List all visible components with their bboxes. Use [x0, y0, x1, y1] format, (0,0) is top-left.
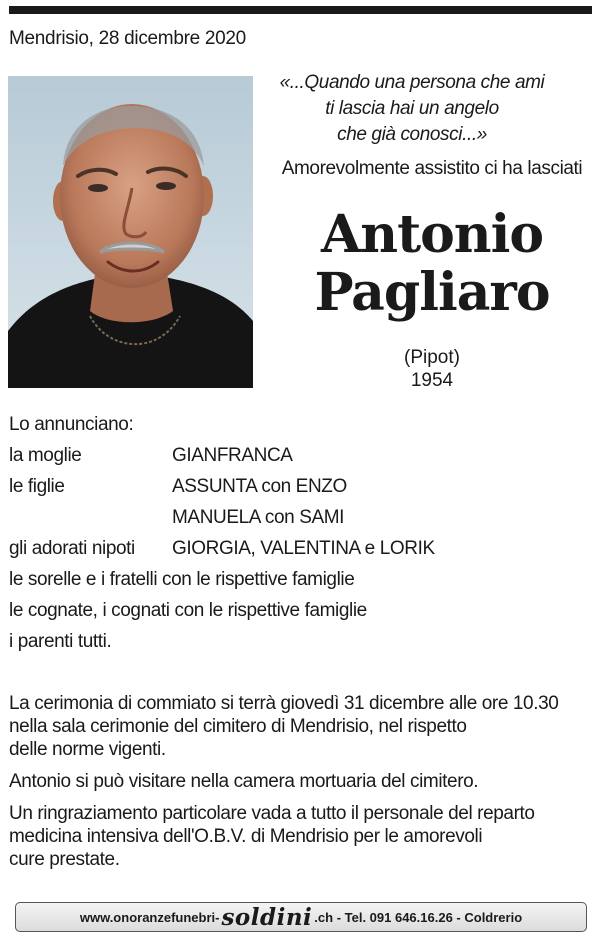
announce-label: Lo annunciano: [9, 414, 134, 435]
paragraph-line: delle norme vigenti. [9, 739, 166, 760]
top-rule [9, 6, 592, 14]
quote-line: «...Quando una persona che ami [279, 72, 545, 93]
paragraph-line: La cerimonia di commiato si terrà giovedì 31 dicembre alle ore 10.30 [9, 693, 559, 714]
paragraph-line: Un ringraziamento particolare vada a tutto il personale del reparto [9, 803, 535, 824]
quote-line: che già conosci...» [337, 124, 487, 145]
family-relation: gli adorati nipoti [9, 538, 135, 559]
birth-year: 1954 [410, 370, 454, 391]
portrait-photo [8, 76, 253, 388]
family-names: MANUELA con SAMI [172, 507, 345, 528]
ceremony-paragraph [9, 692, 594, 761]
relatives-line: le sorelle e i fratelli con le rispettive famiglie [9, 569, 355, 590]
thanks-paragraph [9, 802, 594, 871]
family-names: GIANFRANCA [172, 445, 293, 466]
first-name: Antonio [320, 204, 544, 265]
funeral-home-logo: soldini [221, 903, 313, 931]
paragraph-line: Antonio si può visitare nella camera mortuaria del cimitero. [9, 771, 479, 792]
family-relation: le figlie [9, 476, 65, 497]
relatives-line: le cognate, i cognati con le rispettive famiglie [9, 600, 367, 621]
paragraph-line: medicina intensiva dell'O.B.V. di Mendrisio per le amorevoli [9, 826, 483, 847]
family-relation: la moglie [9, 445, 82, 466]
nickname: (Pipot) [404, 347, 460, 368]
family-names: GIORGIA, VALENTINA e LORIK [172, 538, 435, 559]
quote-line: ti lascia hai un angelo [325, 98, 499, 119]
place-date: Mendrisio, 28 dicembre 2020 [9, 28, 246, 49]
intro-text: Amorevolmente assistito ci ha lasciati [281, 158, 583, 179]
memorial-quote [262, 70, 562, 148]
last-name: Pagliaro [314, 262, 550, 323]
visit-paragraph [9, 770, 594, 793]
portrait-illustration [8, 76, 253, 388]
funeral-home-footer [15, 902, 587, 932]
family-names: ASSUNTA con ENZO [172, 476, 347, 497]
paragraph-line: cure prestate. [9, 849, 120, 870]
footer-contact: .ch - Tel. 091 646.16.26 - Coldrerio [314, 909, 523, 925]
paragraph-line: nella sala cerimonie del cimitero di Mendrisio, nel rispetto [9, 716, 467, 737]
relatives-line: i parenti tutti. [9, 631, 112, 652]
footer-website-prefix: www.onoranzefunebri- [79, 909, 220, 925]
